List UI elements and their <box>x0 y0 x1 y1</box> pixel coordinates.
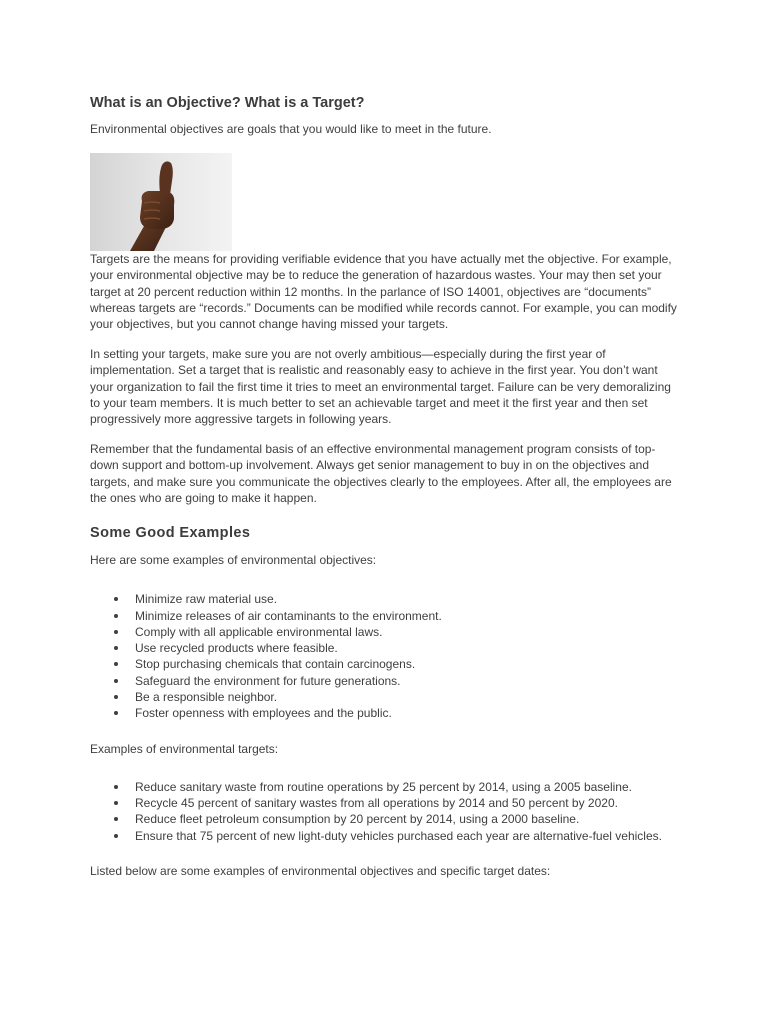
list-item: Use recycled products where feasible. <box>90 640 682 656</box>
objectives-intro: Here are some examples of environmental objectives: <box>90 553 377 568</box>
list-item: Foster openness with employees and the public. <box>90 705 682 721</box>
main-heading: What is an Objective? What is a Target? <box>90 95 365 111</box>
objectives-list <box>90 591 682 721</box>
remember-paragraph: Remember that the fundamental basis of an effective environmental management program consists of top-down support and bottom-up involvement. Always get senior management to buy in on the objectives and targets, and make sure you communicate the objectives clearly to the employees. After all, the employees are the ones who are going to make it happen. <box>90 442 672 505</box>
thumbs-up-photo <box>90 153 232 251</box>
setting-targets-paragraph: In setting your targets, make sure you are not overly ambitious—especially during the first year of implementation. Set a target that is realistic and reasonably easy to achieve in the first year. You don’t want your organization to fail the first time it tries to meet an environmental target. Failure can be very demoralizing to your team members. It is much better to set an achievable target and meet it the first year and then set progressively more aggressive targets in following years. <box>90 347 671 427</box>
targets-list <box>90 779 682 844</box>
list-item: Reduce fleet petroleum consumption by 20 percent by 2014, using a 2000 baseline. <box>90 811 682 827</box>
examples-heading: Some Good Examples <box>90 525 251 542</box>
list-item: Ensure that 75 percent of new light-duty vehicles purchased each year are alternative-fuel vehicles. <box>90 828 682 844</box>
targets-intro: Examples of environmental targets: <box>90 741 279 756</box>
list-item: Recycle 45 percent of sanitary wastes from all operations by 2014 and 50 percent by 2020. <box>90 795 682 811</box>
list-item: Be a responsible neighbor. <box>90 689 682 705</box>
list-item: Safeguard the environment for future generations. <box>90 673 682 689</box>
list-item: Reduce sanitary waste from routine operations by 25 percent by 2014, using a 2005 baseline. <box>90 779 682 795</box>
list-item: Minimize releases of air contaminants to the environment. <box>90 608 682 624</box>
intro-paragraph: Environmental objectives are goals that you would like to meet in the future. <box>90 122 492 136</box>
list-item: Stop purchasing chemicals that contain carcinogens. <box>90 656 682 672</box>
list-item: Comply with all applicable environmental laws. <box>90 624 682 640</box>
targets-paragraph: Targets are the means for providing verifiable evidence that you have actually met the objective. For example, your environmental objective may be to reduce the generation of hazardous wastes. Your may then set your target at 20 percent reduction within 12 months. In the parlance of ISO 14001, objectives are “documents” whereas targets are “records.” Documents can be modified while records cannot. For example, you can modify your objectives, but you cannot change having missed your targets. <box>90 252 677 332</box>
list-item: Minimize raw material use. <box>90 591 682 607</box>
listed-below-paragraph: Listed below are some examples of environmental objectives and specific target dates: <box>90 864 551 879</box>
